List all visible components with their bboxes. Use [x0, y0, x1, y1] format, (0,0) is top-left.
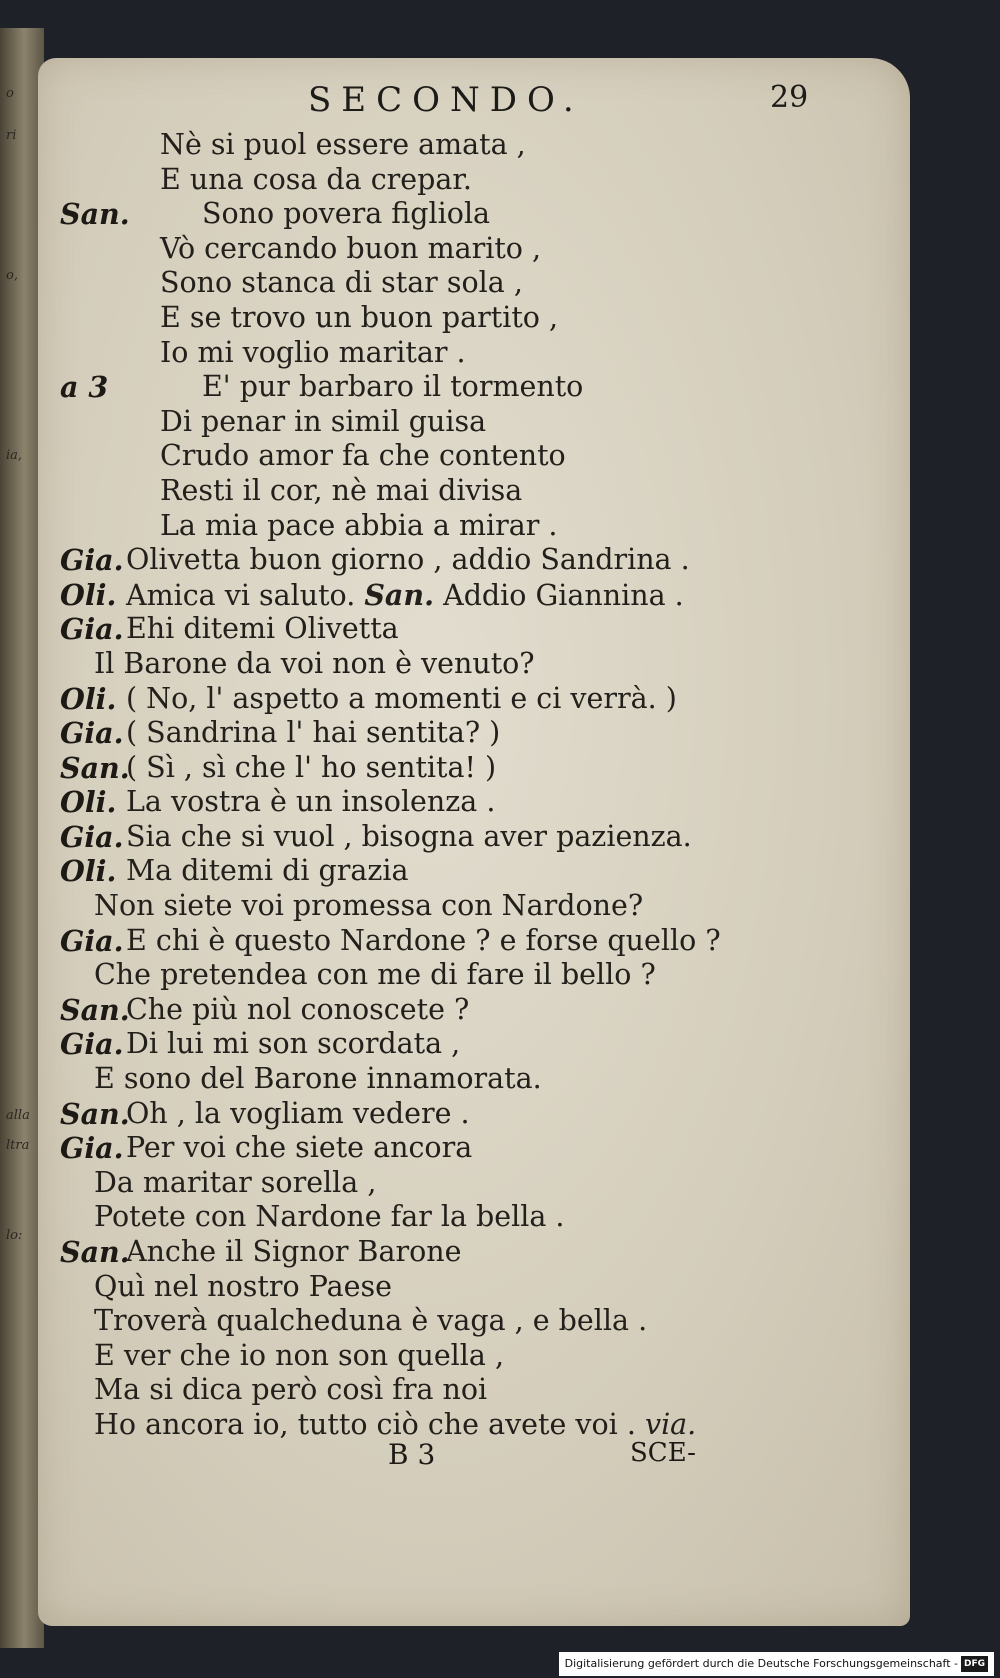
- verse-text: Ehi ditemi Olivetta: [126, 612, 399, 646]
- line-text: [126, 612, 399, 647]
- line-text: [126, 751, 496, 786]
- verse-text: Il Barone da voi non è venuto?: [94, 646, 535, 680]
- text-line: [60, 924, 860, 959]
- text-line: [60, 682, 860, 717]
- verse-text: Sono povera figliola: [202, 197, 491, 231]
- line-text: [160, 232, 541, 267]
- text-line: [60, 1270, 860, 1305]
- speaker-label: Gia.: [60, 543, 124, 578]
- speaker-label: Gia.: [60, 1027, 124, 1062]
- text-line: [60, 509, 860, 544]
- speaker-label: Oli.: [60, 577, 117, 612]
- speaker-label: San.: [60, 197, 130, 232]
- line-text: [126, 820, 692, 855]
- speaker-label: Oli.: [60, 785, 117, 820]
- line-text: [126, 1235, 462, 1270]
- verse-text: Potete con Nardone far la bella .: [94, 1200, 565, 1234]
- left-page-fragment: o,: [6, 268, 18, 283]
- text-line: [60, 993, 860, 1028]
- line-text: [160, 266, 523, 301]
- line-text: [126, 543, 690, 578]
- line-text: [94, 1270, 392, 1305]
- left-page-fragment: o: [6, 86, 14, 101]
- text-line: [60, 1339, 860, 1374]
- verse-text: Da maritar sorella ,: [94, 1165, 377, 1199]
- speaker-label: Gia.: [60, 819, 124, 854]
- line-text: [94, 647, 535, 682]
- verse-text: Ma ditemi di grazia: [126, 854, 409, 888]
- text-line: [60, 543, 860, 578]
- verse-text: Io mi voglio maritar .: [160, 335, 466, 369]
- text-line: [60, 854, 860, 889]
- verse-text: ( Sì , sì che l' ho sentita! ): [126, 750, 497, 784]
- text-line: [60, 1200, 860, 1235]
- line-text: [94, 1304, 647, 1339]
- text-line: [60, 301, 860, 336]
- text-line: [60, 647, 860, 682]
- speaker-label: San.: [364, 577, 435, 612]
- text-line: [60, 439, 860, 474]
- signature-mark: B 3: [388, 1438, 436, 1471]
- verse-text: Che più nol conoscete ?: [126, 992, 470, 1026]
- speaker-label: San.: [60, 1096, 130, 1131]
- verse-text: Olivetta buon giorno , addio Sandrina .: [126, 543, 690, 577]
- text-line: [60, 716, 860, 751]
- line-text: [160, 474, 522, 509]
- text-line: [60, 336, 860, 371]
- verse-text: Nè si puol essere amata ,: [160, 128, 526, 161]
- line-text: [126, 578, 684, 614]
- line-text: [94, 1339, 504, 1374]
- line-text: [126, 1027, 460, 1062]
- verse-text: E se trovo un buon partito ,: [160, 300, 559, 334]
- digitization-credit: [559, 1652, 994, 1676]
- text-line: [60, 1097, 860, 1132]
- line-text: [126, 993, 469, 1028]
- text-line: [60, 958, 860, 993]
- verse-text: Amica vi saluto.: [126, 578, 356, 612]
- verse-text: Quì nel nostro Paese: [94, 1269, 392, 1303]
- line-text: [94, 1062, 542, 1097]
- credit-text: Digitalisierung gefördert durch die Deutsche Forschungsgemeinschaft -: [564, 1657, 958, 1670]
- verse-text: Addio Giannina .: [443, 578, 684, 612]
- verse-text: E' pur barbaro il tormento: [202, 370, 584, 404]
- speaker-label: Gia.: [60, 612, 124, 647]
- text-line: [60, 612, 860, 647]
- line-text: [126, 785, 495, 820]
- speaker-label: a 3: [60, 370, 109, 405]
- text-line: [60, 1166, 860, 1201]
- text-line: [60, 1304, 860, 1339]
- text-line: [60, 820, 860, 855]
- line-text: [126, 682, 677, 717]
- line-text: [126, 1131, 472, 1166]
- speaker-label: Oli.: [60, 681, 117, 716]
- line-text: [126, 1097, 470, 1132]
- left-page-fragment: ltra: [6, 1138, 30, 1153]
- line-text: [160, 439, 566, 474]
- page-footer: [38, 1438, 910, 1478]
- text-line: [60, 405, 860, 440]
- text-line: [60, 370, 860, 405]
- text-line: [60, 785, 860, 820]
- verse-text: E una cosa da crepar.: [160, 162, 472, 196]
- text-line: [60, 163, 860, 198]
- text-line: [60, 197, 860, 232]
- line-text: [202, 370, 583, 405]
- text-line: [60, 232, 860, 267]
- speaker-label: San.: [60, 1235, 130, 1269]
- speaker-label: San.: [60, 992, 130, 1027]
- text-line: [60, 474, 860, 509]
- left-page-fragment: alla: [6, 1108, 30, 1123]
- text-line: [60, 266, 860, 301]
- verse-text: Per voi che siete ancora: [126, 1131, 473, 1165]
- speaker-label: Gia.: [60, 1131, 124, 1166]
- verse-text: Crudo amor fa che contento: [160, 439, 566, 473]
- stage-direction: via.: [644, 1407, 697, 1441]
- text-line: [60, 1131, 860, 1166]
- text-line: [60, 1235, 860, 1270]
- line-text: [160, 509, 557, 544]
- verse-text: ( Sandrina l' hai sentita? ): [126, 716, 501, 750]
- verse-text: Ho ancora io, tutto ciò che avete voi .: [94, 1407, 636, 1441]
- left-page-fragment: ia,: [6, 448, 23, 463]
- verse-text: Vò cercando buon marito ,: [160, 231, 542, 265]
- text-line: [60, 1373, 860, 1408]
- line-text: [160, 405, 486, 440]
- libretto-text: [60, 128, 860, 1443]
- line-text: [160, 128, 526, 163]
- dfg-logo: DFG: [961, 1656, 988, 1672]
- line-text: [126, 716, 500, 751]
- verse-text: Ma si dica però così fra noi: [94, 1373, 488, 1407]
- verse-text: E chi è questo Nardone ? e forse quello ?: [126, 923, 721, 957]
- line-text: [126, 924, 721, 959]
- text-line: [60, 751, 860, 786]
- speaker-label: San.: [60, 750, 130, 785]
- left-page-fragment: lo:: [6, 1228, 23, 1243]
- line-text: [94, 1200, 565, 1235]
- verse-text: Resti il cor, nè mai divisa: [160, 473, 523, 507]
- verse-text: Che pretendea con me di fare il bello ?: [94, 958, 656, 992]
- verse-text: Sia che si vuol , bisogna aver pazienza.: [126, 819, 692, 853]
- line-text: [202, 197, 490, 232]
- line-text: [126, 854, 409, 889]
- verse-text: Oh , la vogliam vedere .: [126, 1096, 470, 1130]
- line-text: [94, 1373, 487, 1408]
- line-text: [94, 1166, 376, 1201]
- verse-text: E sono del Barone innamorata.: [94, 1062, 542, 1096]
- line-text: [160, 336, 466, 371]
- book-page: [38, 58, 910, 1626]
- running-header: [268, 80, 828, 124]
- verse-text: Sono stanca di star sola ,: [160, 266, 523, 300]
- verse-text: Di penar in simil guisa: [160, 404, 487, 438]
- verse-text: Anche il Signor Barone: [126, 1235, 462, 1268]
- text-line: [60, 889, 860, 924]
- line-text: [160, 301, 558, 336]
- page-number: 29: [770, 80, 809, 115]
- verse-text: Di lui mi son scordata ,: [126, 1027, 461, 1061]
- verse-text: Non siete voi promessa con Nardone?: [94, 889, 644, 923]
- verse-text: E ver che io non son quella ,: [94, 1338, 505, 1372]
- text-line: [60, 578, 860, 613]
- speaker-label: Gia.: [60, 923, 124, 958]
- text-line: [60, 128, 860, 163]
- text-line: [60, 1027, 860, 1062]
- line-text: [94, 958, 656, 993]
- text-line: [60, 1062, 860, 1097]
- line-text: [94, 889, 643, 924]
- verse-text: ( No, l' aspetto a momenti e ci verrà. ): [126, 681, 677, 715]
- verse-text: La vostra è un insolenza .: [126, 785, 496, 819]
- left-page-fragment: ri: [6, 128, 17, 143]
- speaker-label: Oli.: [60, 854, 117, 889]
- verse-text: La mia pace abbia a mirar .: [160, 508, 558, 542]
- verse-text: Troverà qualcheduna è vaga , e bella .: [94, 1304, 648, 1338]
- running-title: SECONDO.: [308, 80, 584, 120]
- catchword: SCE-: [630, 1438, 696, 1468]
- speaker-label: Gia.: [60, 716, 124, 751]
- line-text: [160, 163, 472, 198]
